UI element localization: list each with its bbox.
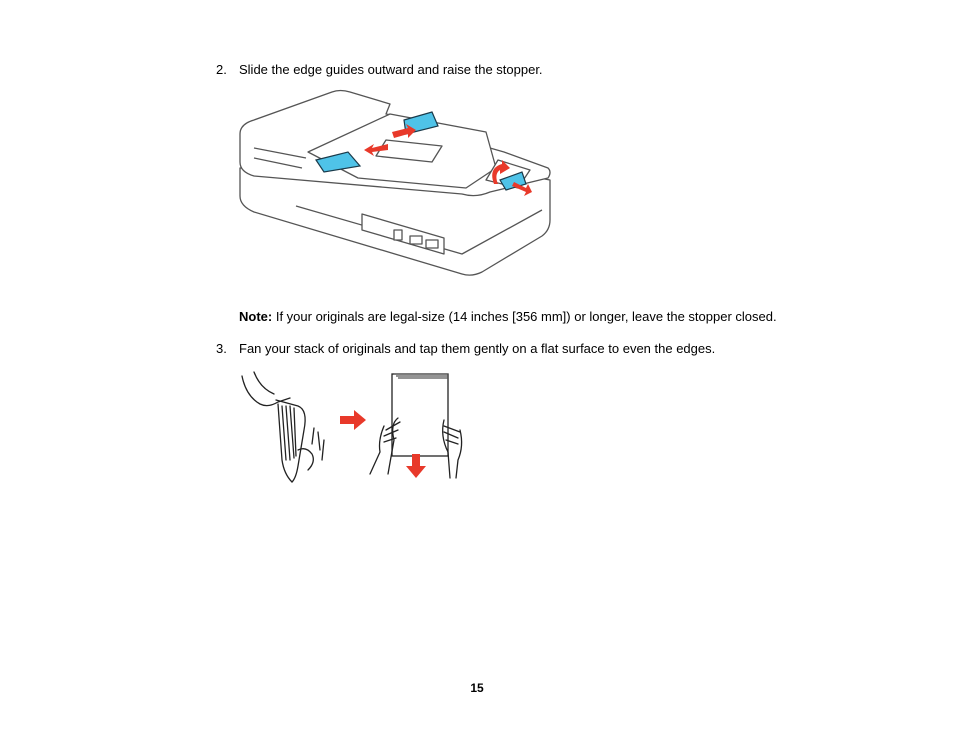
step-3-text: Fan your stack of originals and tap them gently on a flat surface to even the edges.	[239, 341, 716, 356]
step-3-number: 3.	[216, 341, 227, 356]
note	[239, 309, 777, 325]
scanner-icon	[236, 88, 556, 278]
step-2-text: Slide the edge guides outward and raise the stopper.	[239, 62, 543, 77]
step-2-number: 2.	[216, 62, 227, 77]
fan-originals-illustration	[238, 370, 470, 488]
note-text: If your originals are legal-size (14 inches [356 mm]) or longer, leave the stopper closed.	[272, 309, 777, 324]
hands-paper-icon	[238, 370, 470, 488]
note-label: Note:	[239, 309, 273, 324]
scanner-edge-guides-illustration	[236, 88, 556, 278]
page-number: 15	[470, 681, 484, 695]
